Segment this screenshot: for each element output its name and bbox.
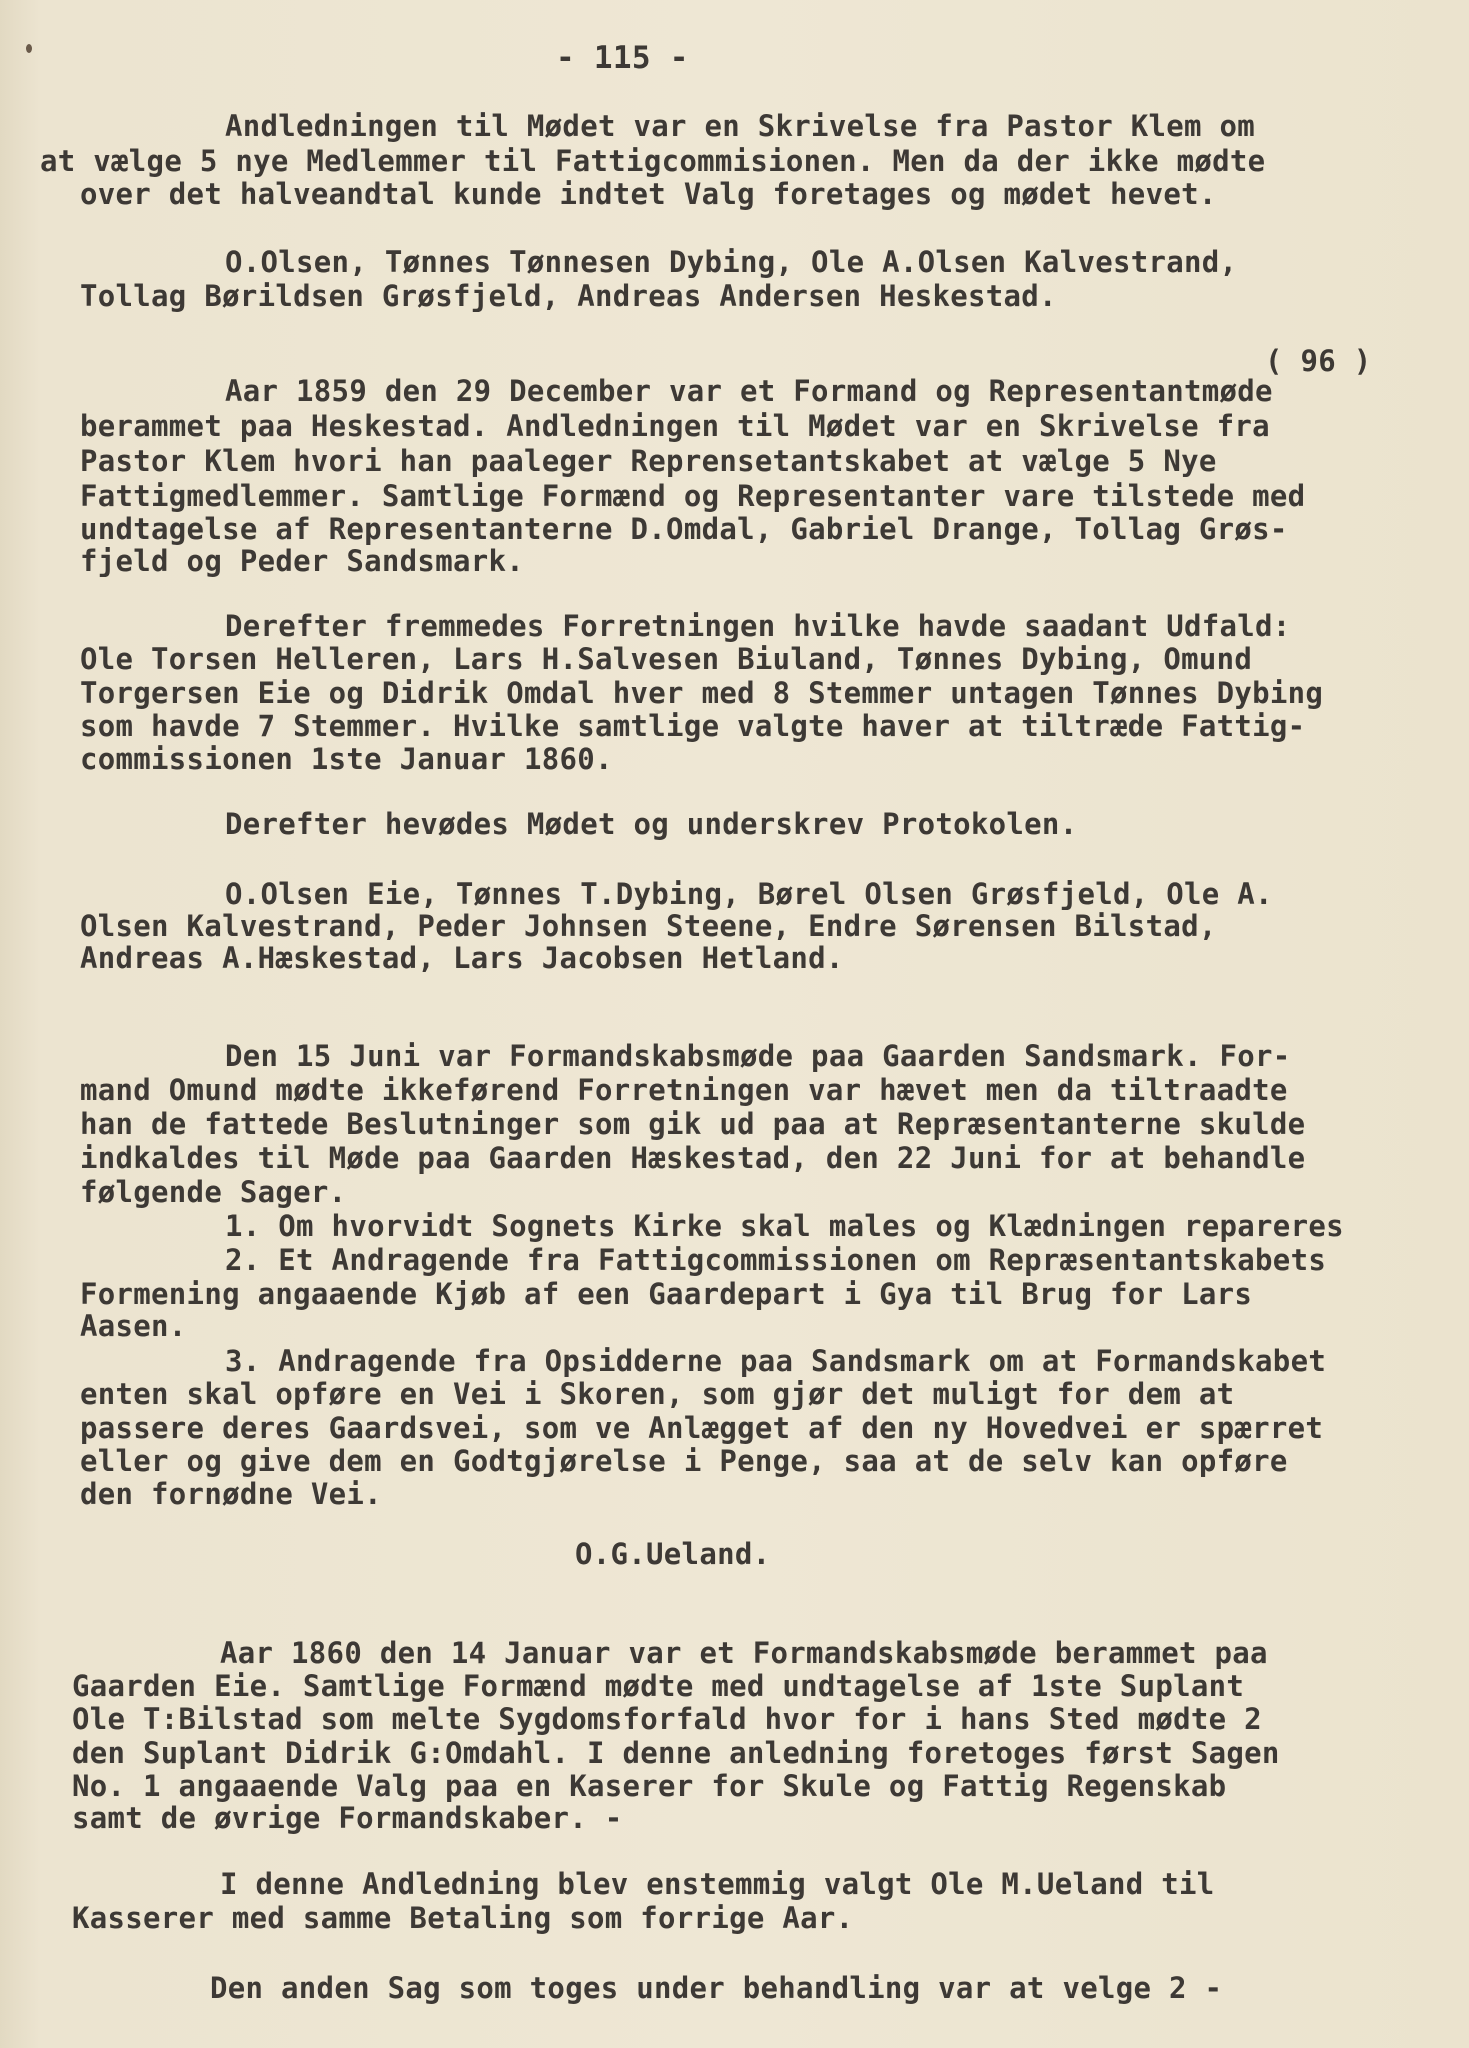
signature-line: O.Olsen, Tønnes Tønnesen Dybing, Ole A.Olsen Kalvestrand, <box>225 245 1238 279</box>
text-line: Kasserer med samme Betaling som forrige Aar. <box>72 1901 854 1935</box>
text-line: 2. Et Andragende fra Fattigcommissionen om Repræsentantskabets <box>225 1243 1327 1277</box>
signature-line: O.Olsen Eie, Tønnes T.Dybing, Børel Olsen Grøsfjeld, Ole A. <box>225 877 1273 911</box>
text-line: Ole T:Bilstad som melte Sygdomsforfald hvor for i hans Sted mødte 2 <box>72 1702 1262 1736</box>
entry-number: ( 96 ) <box>1265 344 1372 378</box>
text-line: Torgersen Eie og Didrik Omdal hver med 8 Stemmer untagen Tønnes Dybing <box>80 676 1324 710</box>
text-line: Formening angaaende Kjøb af een Gaardepart i Gya til Brug for Lars <box>80 1277 1253 1311</box>
text-line: Fattigmedlemmer. Samtlige Formænd og Representanter vare tilstede med <box>80 479 1306 513</box>
text-line: passere deres Gaardsvei, som ve Anlægget af den ny Hovedvei er spærret <box>80 1411 1324 1445</box>
text-line: Ole Torsen Helleren, Lars H.Salvesen Biuland, Tønnes Dybing, Omund <box>80 642 1253 676</box>
text-line: eller og give dem en Godtgjørelse i Penge, saa at de selv kan opføre <box>80 1444 1288 1478</box>
text-line: fjeld og Peder Sandsmark. <box>80 544 524 578</box>
signature-line: Andreas A.Hæskestad, Lars Jacobsen Hetland. <box>80 941 844 975</box>
text-line: I denne Andledning blev enstemmig valgt Ole M.Ueland til <box>220 1867 1215 1901</box>
text-line: Aar 1860 den 14 Januar var et Formandskabsmøde berammet paa <box>220 1636 1268 1670</box>
text-line: enten skal opføre en Vei i Skoren, som gjør det muligt for dem at <box>80 1377 1235 1411</box>
text-line: Aar 1859 den 29 December var et Formand og Representantmøde <box>225 374 1273 408</box>
text-line: han de fattede Beslutninger som gik ud paa at Repræsentanterne skulde <box>80 1107 1306 1141</box>
text-line: commissionen 1ste Januar 1860. <box>80 742 613 776</box>
text-line: som havde 7 Stemmer. Hvilke samtlige valgte haver at tiltræde Fattig- <box>80 709 1306 743</box>
text-line: samt de øvrige Formandskaber. - <box>72 1801 623 1835</box>
signature-line: Olsen Kalvestrand, Peder Johnsen Steene, Endre Sørensen Bilstad, <box>80 909 1217 943</box>
text-line: Derefter hevødes Mødet og underskrev Protokolen. <box>225 807 1078 841</box>
page-number: - 115 - <box>556 40 689 76</box>
text-line: 1. Om hvorvidt Sognets Kirke skal males og Klædningen repareres <box>225 1209 1344 1243</box>
text-line: Den 15 Juni var Formandskabsmøde paa Gaarden Sandsmark. For- <box>225 1039 1291 1073</box>
text-line: at vælge 5 nye Medlemmer til Fattigcommisionen. Men da der ikke mødte <box>40 144 1266 178</box>
text-line: berammet paa Heskestad. Andledningen til Mødet var en Skrivelse fra <box>80 409 1270 443</box>
punch-mark <box>26 44 32 53</box>
text-line: Gaarden Eie. Samtlige Formænd mødte med undtagelse af 1ste Suplant <box>72 1669 1245 1703</box>
text-line: Pastor Klem hvori han paaleger Reprensetantskabet at vælge 5 Nye <box>80 444 1217 478</box>
text-line: over det halveandtal kunde indtet Valg foretages og mødet hevet. <box>80 177 1217 211</box>
text-line: Aasen. <box>80 1309 187 1343</box>
text-line: No. 1 angaaende Valg paa en Kaserer for Skule og Fattig Regenskab <box>72 1769 1227 1803</box>
text-line: den fornødne Vei. <box>80 1477 382 1511</box>
text-line: undtagelse af Representanterne D.Omdal, Gabriel Drange, Tollag Grøs- <box>80 512 1288 546</box>
text-line: indkaldes til Møde paa Gaarden Hæskestad, den 22 Juni for at behandle <box>80 1141 1306 1175</box>
text-line: Derefter fremmedes Forretningen hvilke havde saadant Udfald: <box>225 609 1291 643</box>
text-line: Den anden Sag som toges under behandling var at velge 2 - <box>210 1971 1223 2005</box>
text-line: den Suplant Didrik G:Omdahl. I denne anledning foretoges først Sagen <box>72 1736 1280 1770</box>
text-line: 3. Andragende fra Opsidderne paa Sandsmark om at Formandskabet <box>225 1344 1327 1378</box>
text-line: mand Omund mødte ikkeførend Forretningen var hævet men da tiltraadte <box>80 1073 1288 1107</box>
signature-line: O.G.Ueland. <box>575 1537 771 1571</box>
signature-line: Tollag Børildsen Grøsfjeld, Andreas Andersen Heskestad. <box>80 279 1057 313</box>
text-line: følgende Sager. <box>80 1175 347 1209</box>
text-line: Andledningen til Mødet var en Skrivelse fra Pastor Klem om <box>225 109 1256 143</box>
